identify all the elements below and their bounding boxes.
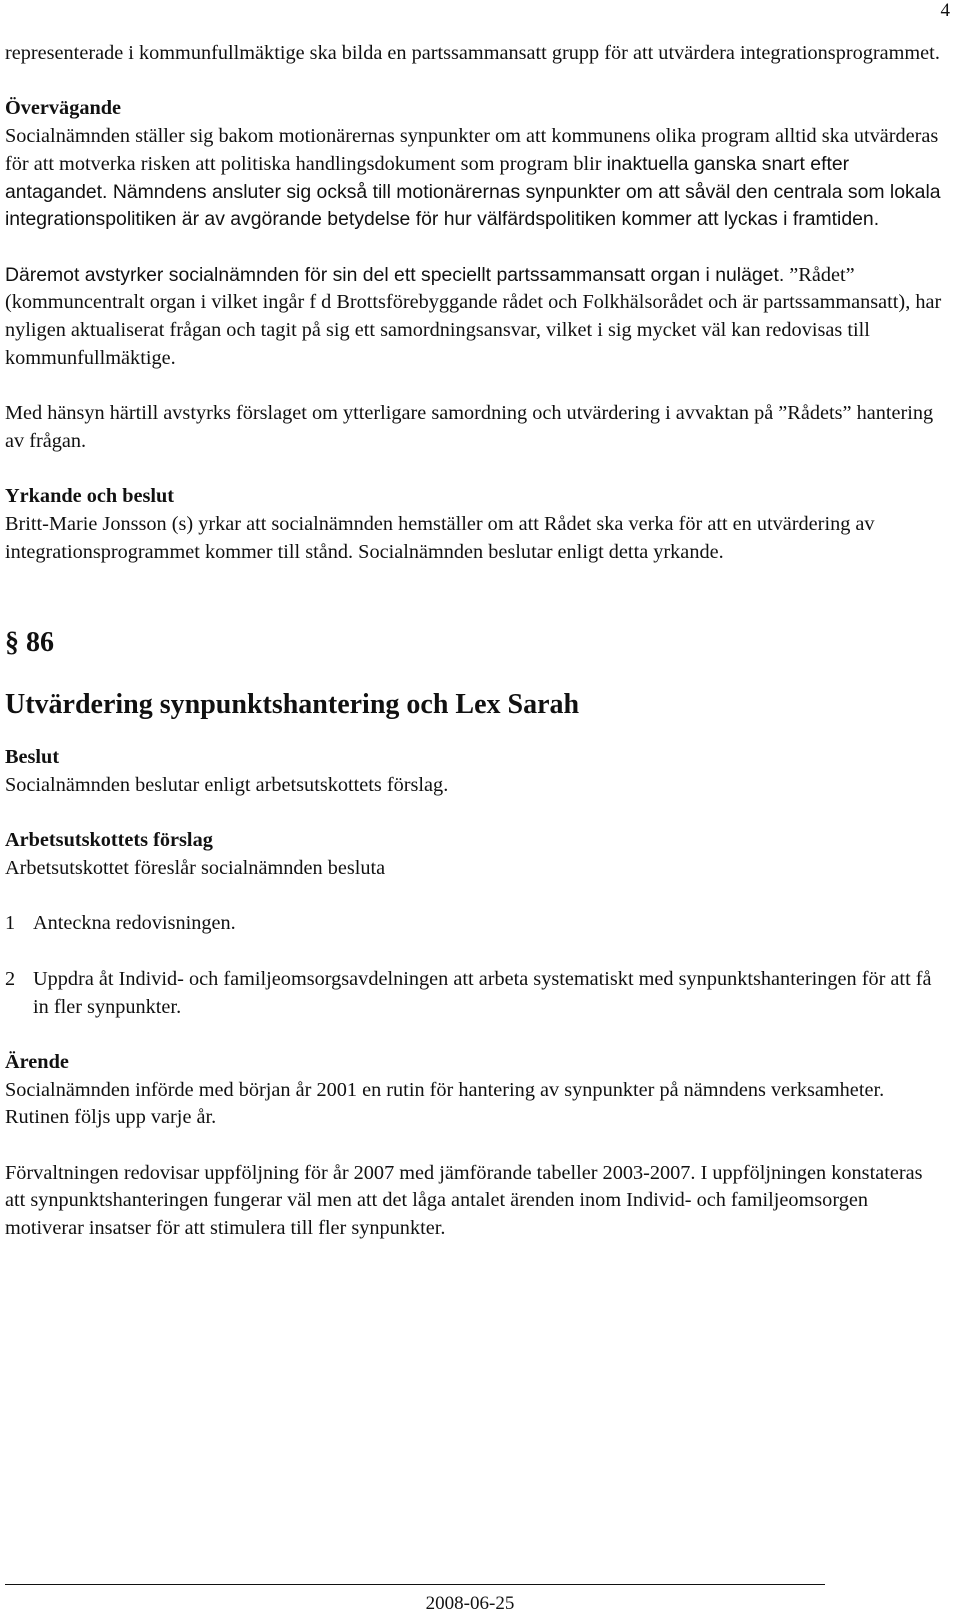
list-item-text: Anteckna redovisningen. [33,912,236,935]
list-item [5,910,945,938]
list-item [5,966,945,1021]
document-body [5,40,945,1243]
overvagande-paragraph-1 [5,123,945,234]
heading-beslut: Beslut [5,746,60,769]
heading-au-forslag: Arbetsutskottets förslag [5,829,213,852]
heading-overvagande: Övervägande [5,97,122,120]
yrkande-paragraph: Britt-Marie Jonsson (s) yrkar att socialnämnden hemställer om att Rådet ska verka för att en utvärdering av integrationsprogrammet kommer till stånd. Socialnämnden beslutar enligt detta yrkande. [5,512,875,563]
arende-paragraph-2: Förvaltningen redovisar uppföljning för år 2007 med jämförande tabeller 2003-2007. I uppföljningen konstateras att synpunktshanteringen fungerar väl men att det låga antalet ärenden inom Individ- och familjeomsorgen motiverar insatser för att stimulera till fler synpunkter. [5,1161,923,1240]
overvagande-paragraph-1-serif: Socialnämnden ställer sig bakom motionärernas synpunkter om att kommunens olika program alltid ska utvärderas för att motverka risken att politiska handlingsdokument som program blir [5,125,939,175]
overvagande-paragraph-2-serif: ”Rådet” (kommuncentralt organ i vilket ingår f d Brottsförebyggande rådet och Folkhälsorådet och är partssammansatt), har nyligen aktualiserat frågan och tagit på sig ett samordningsansvar, vilket i sig mycket väl kan redovisas till kommunfullmäktige. [5,263,942,369]
section-number: § 86 [5,627,54,659]
overvagande-paragraph-2-sans: Däremot avstyrker socialnämnden för sin del ett speciellt partssammansatt organ i nuläget. [5,263,785,286]
beslut-paragraph: Socialnämnden beslutar enligt arbetsutskottets förslag. [5,774,449,796]
heading-arende: Ärende [5,1050,69,1073]
list-item-number: 1 [5,912,16,935]
arende-paragraph-1: Socialnämnden införde med början år 2001 en rutin för hantering av synpunkter på nämndens verksamheter. Rutinen följs upp varje år. [5,1078,885,1129]
section-title: Utvärdering synpunktshantering och Lex Sarah [5,689,580,721]
footer-date: 2008-06-25 [425,1593,515,1614]
footer-rule [5,1584,825,1585]
page-number: 4 [940,0,950,21]
overvagande-paragraph-2 [5,262,945,373]
list-item-text: Uppdra åt Individ- och familjeomsorgsavdelningen att arbeta systematiskt med synpunktshanteringen för att få in fler synpunkter. [33,967,932,1018]
list-item-number: 2 [5,967,16,990]
intro-paragraph: representerade i kommunfullmäktige ska bilda en partssammansatt grupp för att utvärdera integrationsprogrammet. [5,42,940,64]
au-forslag-paragraph: Arbetsutskottet föreslår socialnämnden besluta [5,857,386,880]
overvagande-paragraph-1-sans: inaktuella ganska snart efter antagandet. Nämndens ansluter sig också till motionärernas synpunkter om att såväl den centrala som lokala integrationspolitiken är av avgörande betydelse för hur välfärdspolitiken kommer att lyckas i framtiden. [5,152,941,231]
heading-yrkande: Yrkande och beslut [5,485,175,508]
overvagande-paragraph-3: Med hänsyn härtill avstyrks förslaget om ytterligare samordning och utvärdering i avvaktan på ”Rådets” hantering av frågan. [5,402,934,452]
